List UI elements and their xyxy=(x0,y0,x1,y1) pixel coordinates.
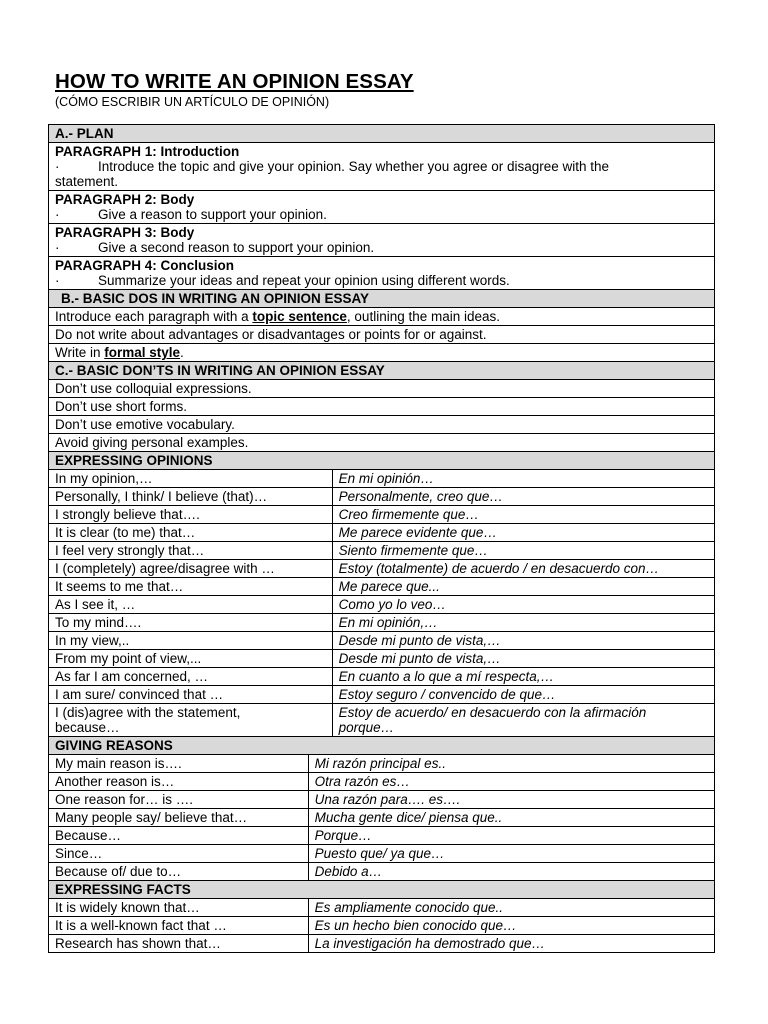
plan-header: A.- PLAN xyxy=(49,125,715,143)
plan-paragraph-row xyxy=(49,257,715,290)
bullet-icon: · xyxy=(55,273,60,288)
reason-row: Many people say/ believe that… Mucha gente dice/ piensa que.. xyxy=(49,809,715,827)
opinion-row: Personally, I think/ I believe (that)… Personalmente, creo que… xyxy=(49,488,715,506)
opinion-row: I feel very strongly that… Siento firmemente que… xyxy=(49,542,715,560)
reason-row: Since… Puesto que/ ya que… xyxy=(49,845,715,863)
dos-row: Write in formal style. xyxy=(49,344,715,362)
dos-header: B.- BASIC DOS IN WRITING AN OPINION ESSAY xyxy=(49,290,715,308)
fact-row: It is widely known that… Es ampliamente conocido que.. xyxy=(49,899,715,917)
plan-header-row xyxy=(49,125,715,143)
paragraph-instruction: Give a reason to support your opinion. xyxy=(98,207,327,222)
donts-row: Don’t use emotive vocabulary. xyxy=(49,416,715,434)
dos-row: Introduce each paragraph with a topic sentence, outlining the main ideas. xyxy=(49,308,715,326)
bullet-icon: · xyxy=(55,240,60,255)
bullet-icon: · xyxy=(55,159,60,174)
reasons-header-row xyxy=(49,737,715,755)
paragraph-instruction: Summarize your ideas and repeat your opinion using different words. xyxy=(98,273,510,288)
facts-header-row xyxy=(49,881,715,899)
opinion-row: As I see it, … Como yo lo veo… xyxy=(49,596,715,614)
opinion-row: In my opinion,… En mi opinión… xyxy=(49,470,715,488)
donts-header-row xyxy=(49,362,715,380)
paragraph-instruction-continued: statement. xyxy=(55,174,119,189)
paragraph-title: PARAGRAPH 1: Introduction xyxy=(55,144,240,159)
opinions-header-row xyxy=(49,452,715,470)
reason-row: Because… Porque… xyxy=(49,827,715,845)
opinion-row: To my mind…. En mi opinión,… xyxy=(49,614,715,632)
opinion-row: I (dis)agree with the statement, because… Estoy de acuerdo/ en desacuerdo con la afirmación porque… xyxy=(49,704,715,737)
opinion-row: It is clear (to me) that… Me parece evidente que… xyxy=(49,524,715,542)
opinion-row: I (completely) agree/disagree with … Estoy (totalmente) de acuerdo / en desacuerdo con… xyxy=(49,560,715,578)
reason-row: My main reason is…. Mi razón principal es.. xyxy=(49,755,715,773)
keyword-topic-sentence: topic sentence xyxy=(252,309,347,324)
opinion-row: I strongly believe that…. Creo firmemente que… xyxy=(49,506,715,524)
plan-paragraph-row xyxy=(49,224,715,257)
paragraph-title: PARAGRAPH 4: Conclusion xyxy=(55,258,235,273)
paragraph-title: PARAGRAPH 2: Body xyxy=(55,192,195,207)
reason-row: One reason for… is …. Una razón para…. es…. xyxy=(49,791,715,809)
facts-header: EXPRESSING FACTS xyxy=(49,881,715,899)
donts-row: Don’t use colloquial expressions. xyxy=(49,380,715,398)
paragraph-instruction: Introduce the topic and give your opinion. Say whether you agree or disagree with the xyxy=(98,159,610,174)
bullet-icon: · xyxy=(55,207,60,222)
fact-row: Research has shown that… La investigación ha demostrado que… xyxy=(49,935,715,953)
keyword-formal-style: formal style xyxy=(104,345,181,360)
reason-row: Because of/ due to… Debido a… xyxy=(49,863,715,881)
opinion-row: In my view,.. Desde mi punto de vista,… xyxy=(49,632,715,650)
opinion-row: It seems to me that… Me parece que... xyxy=(49,578,715,596)
donts-row: Avoid giving personal examples. xyxy=(49,434,715,452)
document-title: HOW TO WRITE AN OPINION ESSAY xyxy=(55,70,414,93)
paragraph-title: PARAGRAPH 3: Body xyxy=(55,225,195,240)
fact-row: It is a well-known fact that … Es un hecho bien conocido que… xyxy=(49,917,715,935)
dos-header-row xyxy=(49,290,715,308)
opinion-row: I am sure/ convinced that … Estoy seguro / convencido de que… xyxy=(49,686,715,704)
plan-paragraph-row xyxy=(49,143,715,191)
document-subtitle: (CÓMO ESCRIBIR UN ARTÍCULO DE OPINIÓN) xyxy=(55,95,330,109)
opinion-row: As far I am concerned, … En cuanto a lo que a mí respecta,… xyxy=(49,668,715,686)
dos-row: Do not write about advantages or disadvantages or points for or against. xyxy=(49,326,715,344)
donts-header: C.- BASIC DON’TS IN WRITING AN OPINION ESSAY xyxy=(49,362,715,380)
reason-row: Another reason is… Otra razón es… xyxy=(49,773,715,791)
paragraph-instruction: Give a second reason to support your opinion. xyxy=(98,240,375,255)
opinions-header: EXPRESSING OPINIONS xyxy=(49,452,715,470)
opinion-row: From my point of view,... Desde mi punto de vista,… xyxy=(49,650,715,668)
essay-guide-table xyxy=(48,124,715,953)
plan-paragraph-row xyxy=(49,191,715,224)
donts-row: Don’t use short forms. xyxy=(49,398,715,416)
reasons-header: GIVING REASONS xyxy=(49,737,715,755)
